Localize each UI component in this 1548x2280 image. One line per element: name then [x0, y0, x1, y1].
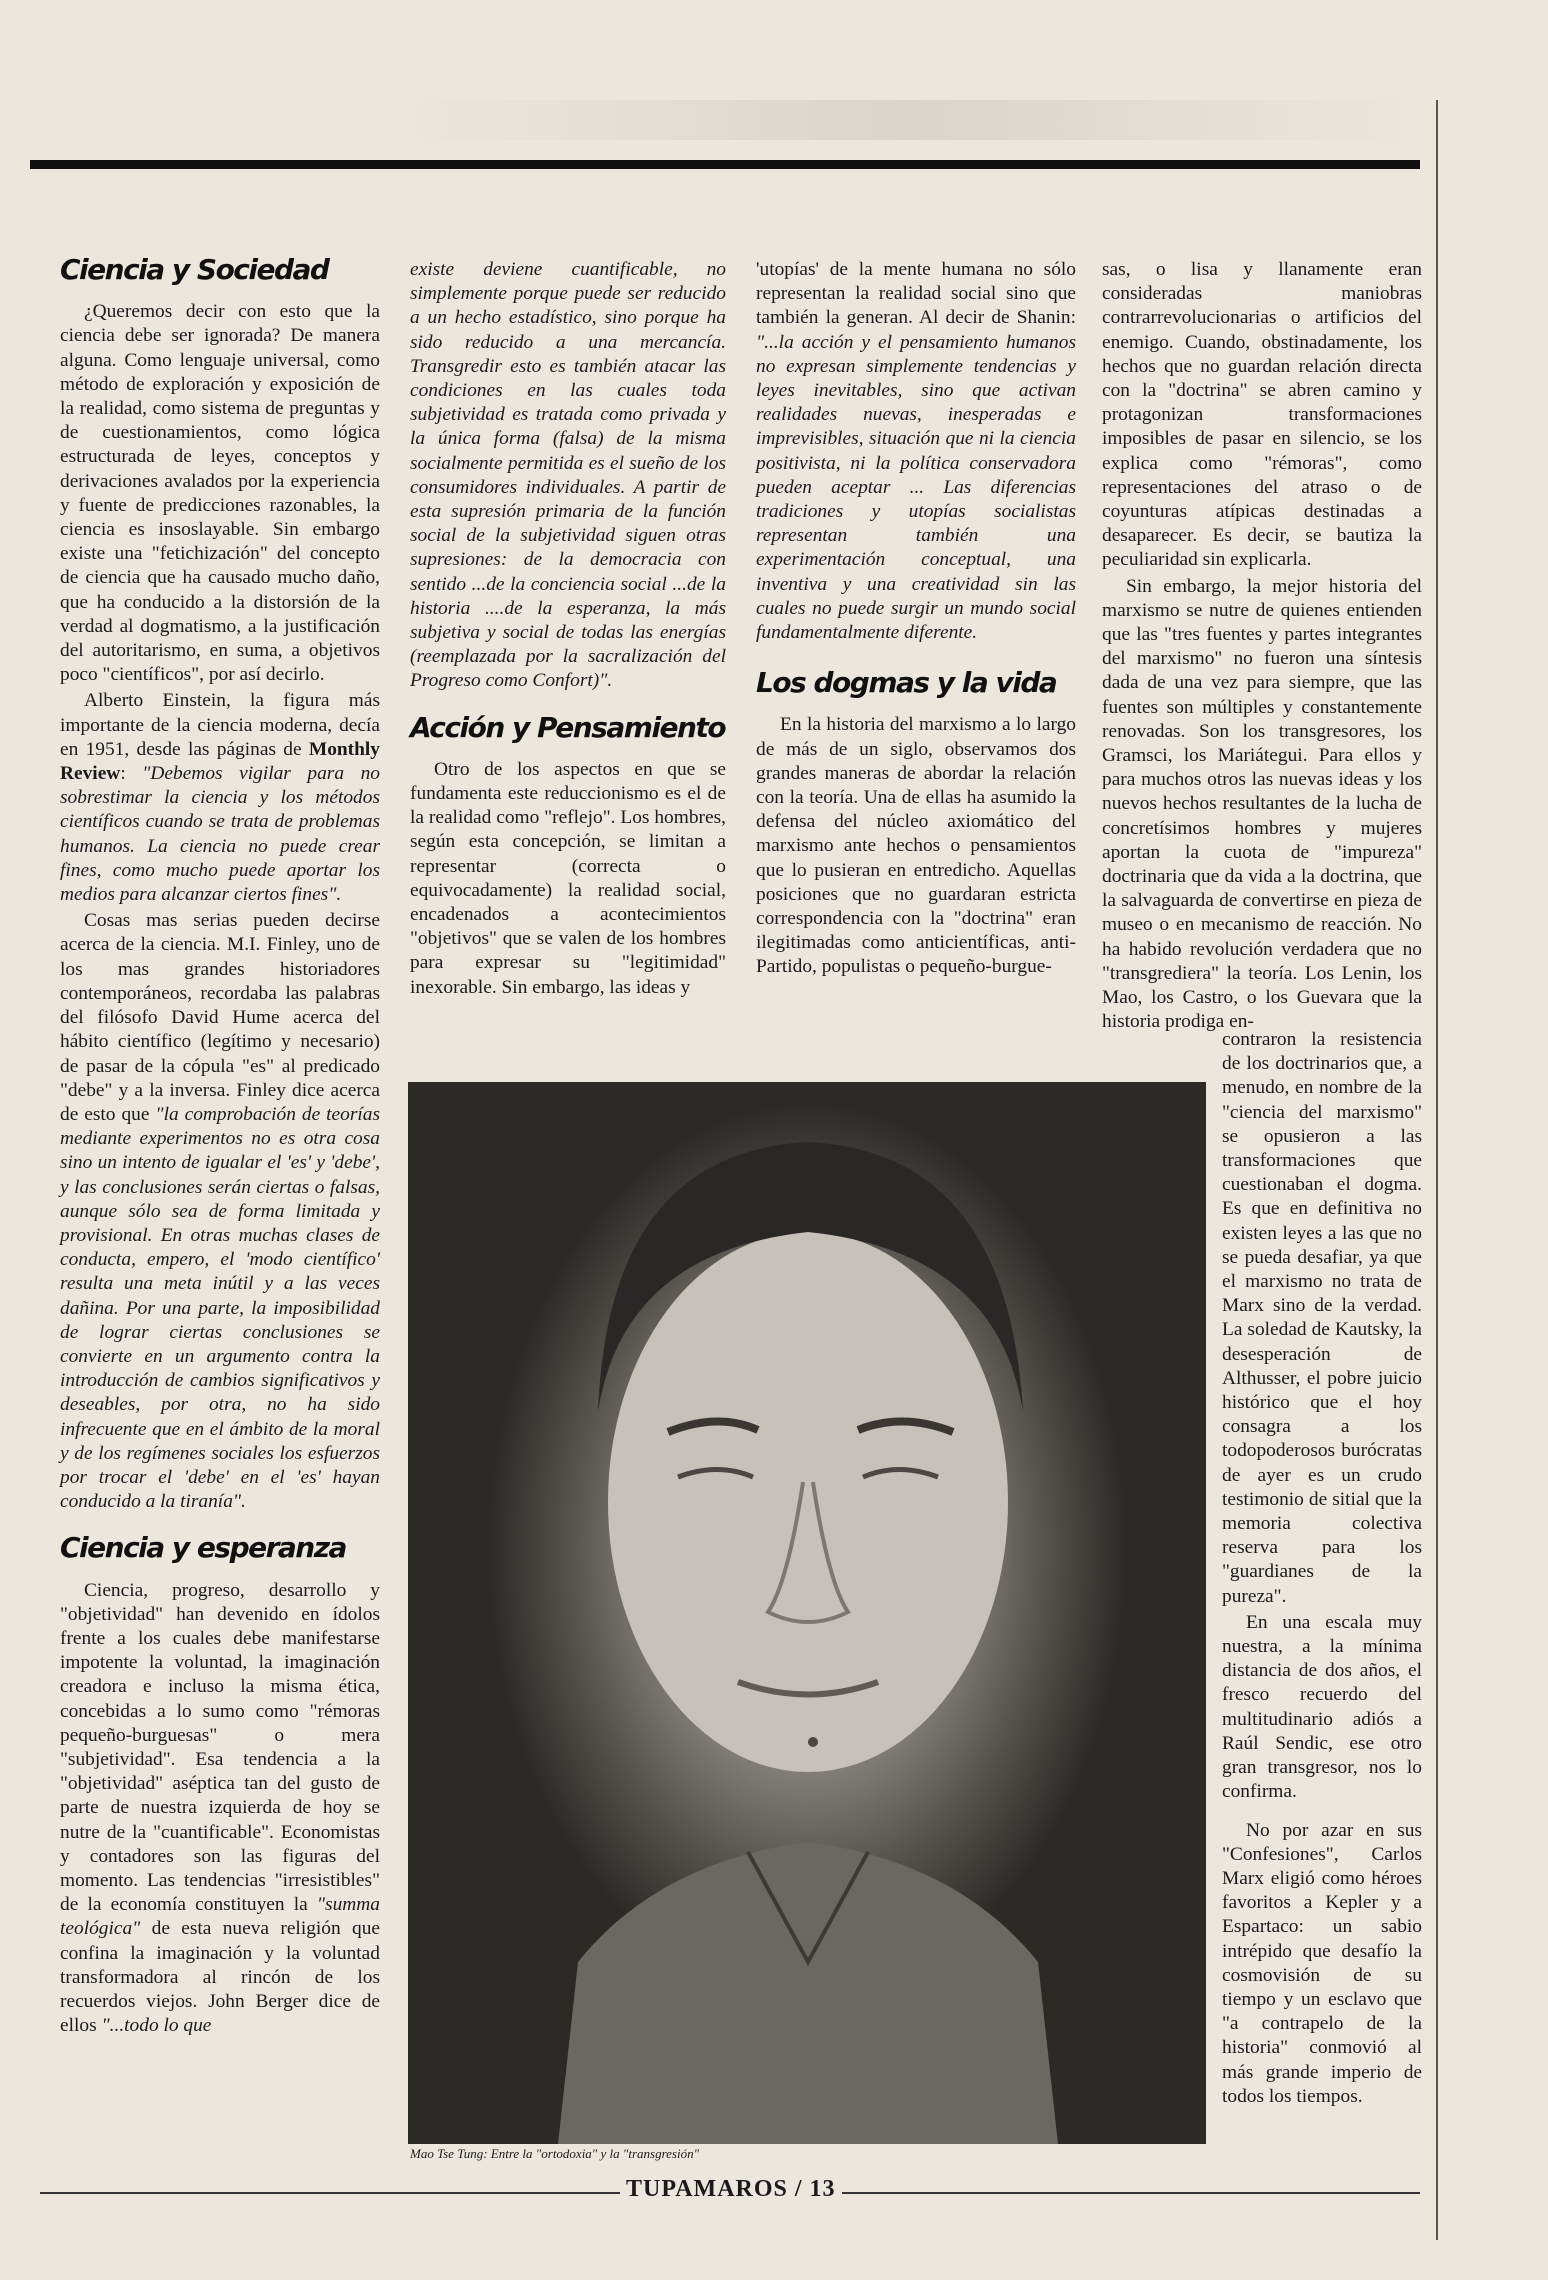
section-heading-ciencia-sociedad: Ciencia y Sociedad: [60, 253, 329, 286]
paragraph-shanin: 'utopías' de la mente humana no sólo representan la realidad social sino que también la generan. Al decir de Shanin: "...la acción y el pensamiento humanos no expresan simplemente tendencias y leyes inevitables, sino que activan realidades nuevas, inesperadas e imprevisibles, situación que ni la ciencia positivista, ni la política conservadora pueden aceptar ... Las diferencias tradiciones y utopías socialistas representan también una experimentación conceptual, una inventiva y una creatividad sin las cuales no puede surgir un mundo social fundamentalmente diferente.: [756, 259, 1076, 644]
portrait-illustration: [408, 1082, 1206, 2144]
column-2: [410, 258, 726, 1002]
paragraph: ¿Queremos decir con esto que la ciencia debe ser ignorada? De manera alguna. Como lenguaje universal, como método de exploración y exposición de la realidad, como sistema de preguntas y de cuestionamientos, como lógica estructurada de leyes, conceptos y derivaciones avalados por la experiencia y fuente de predicciones razonables, la ciencia es insoslayable. Sin embargo existe una "fetichización" del concepto de ciencia que ha causado mucho daño, que ha conducido a la distorsión de la verdad al dogmatismo, a la justificación del autoritarismo, en suma, a objetivos poco "científicos", por así decirlo.: [60, 301, 380, 686]
faded-header-band: [400, 100, 1420, 140]
paragraph-historia-marxismo: En la historia del marxismo a lo largo de más de un siglo, observamos dos grandes maneras de abordar la relación con la teoría. Una de ellas ha asumido la defensa del núcleo axiomático del marxismo ante hechos o pensamientos que lo pusieran en entredicho. Aquellas posiciones que no guardaran estricta correspondencia con la "doctrina" eran ilegitimadas como anticientíficas, anti-Partido, populistas o pequeño-burgue-: [756, 714, 1076, 978]
paragraph-confesiones: No por azar en sus "Confesiones", Carlos Marx eligió como héroes favoritos a Kepler y a Espartaco: un sabio intrépido que desafío la cosmovisión de su tiempo y un esclavo que "a contrapelo de la historia" conmovió al más grande imperio de todos los tiempos.: [1222, 1819, 1422, 2107]
paragraph-finley: Cosas mas serias pueden decirse acerca de la ciencia. M.I. Finley, uno de los mas grandes historiadores contemporáneos, recordaba las palabras del filósofo David Hume acerca del hábito científico (legítimo y necesario) de pasar de la cópula "es" al predicado "debe" y a la inversa. Finley dice acerca de esto que "la comprobación de teorías mediante experimentos no es otra cosa sino un intento de igualar el 'es' y 'debe', y las conclusiones serán ciertas o falsas, aunque sólo sea de forma limitada y provisional. En otras muchas clases de conducta, empero, el 'modo científico' resulta una meta inútil y a las veces dañina. Por una parte, la imposibilidad de lograr ciertas conclusiones se convierte en un argumento contra la introducción de cambios significativos y deseables, por otra, no ha sido infrecuente que en el ámbito de la moral y de los regímenes sociales los esfuerzos por trocar el 'debe' en el 'es' hayan conducido a la tiranía".: [60, 910, 380, 1513]
page-footer: TUPAMAROS / 13: [620, 2176, 842, 2203]
photo-caption: Mao Tse Tung: Entre la "ortodoxia" y la "transgresión": [410, 2146, 700, 2161]
column-3: [756, 258, 1076, 982]
paragraph-resistencia: contraron la resistencia de los doctrinarios que, a menudo, en nombre de la "ciencia del marxismo" se opusieron a las transformaciones que cuestionaban el dogma. Es que en definitiva no existen leyes a las que no se pueda desafiar, ya que el marxismo no trata de Marx sino de la verdad. La soledad de Kautsky, la desesperación de Althusser, el pobre juicio histórico que el hoy consagra a los todopoderosos burócratas de ayer es un crudo testimonio de sitial que la memoria colectiva reserva para los "guardianes de la pureza".: [1222, 1029, 1422, 1607]
paragraph-esperanza: Ciencia, progreso, desarrollo y "objetividad" han devenido en ídolos frente a los cuales debe manifestarse impotente la voluntad, la imaginación creadora e incluso la misma ética, concebidas a lo sumo como "rémoras pequeño-burguesas" o mera "subjetividad". Esa tendencia a la "objetividad" aséptica tan del gusto de parte de nuestra izquierda de hoy se nutre de la "cuantificable". Economistas y contadores son las figuras del momento. Las tendencias "irresistibles" de la economía constituyen la "summa teológica" de esta nueva religión que confina la imaginación y la voluntad transformadora al rincón de los recuerdos viejos. John Berger dice de ellos "...todo lo que: [60, 1579, 380, 2037]
section-heading-ciencia-esperanza: Ciencia y esperanza: [60, 1531, 346, 1565]
column-1: [60, 253, 380, 2040]
paragraph-transgresores: Sin embargo, la mejor historia del marxismo se nutre de quienes entienden que las "tres fuentes y partes integrantes del marxismo" no fueron una síntesis dada de una vez para siempre, que las fuentes son múltiples y constantemente renovadas. Son los transgresores, los Gramsci, los Mariátegui. Para ellos y para muchos otros las nuevas ideas y los nuevos hechos resultantes de la lucha de concretísimos hombres y mujeres aportan la cuota de "impureza" doctrinaria que da vida a la doctrina, que la salvaguarda de convertirse en pieza de museo o en mecanismo de reacción. No ha habido revolución verdadera que no "transgrediera" la teoría. Los Lenin, los Mao, los Castro, o los Guevara que la historia prodiga en-: [1102, 575, 1422, 1033]
column-4: [1102, 258, 1422, 1037]
paragraph-berger-quote: existe deviene cuantificable, no simplemente porque puede ser reducido a un hecho estadístico, sino porque ha sido reducido a una mercancía. Transgredir esto es también atacar las condiciones en las cuales toda subjetividad es tratada como privada y la única forma (falsa) de la misma socialmente permitida es el sueño de los consumidores individuales. A partir de esta supresión primaria de la función social de la subjetividad siguen otras supresiones: de la democracia con sentido ...de la conciencia social ...de la historia ....de la esperanza, la más subjetiva y social de todas las energías (reemplazada por la sacralización del Progreso como Confort)".: [410, 259, 726, 692]
column-4-narrow: [1222, 1028, 1422, 2111]
top-rule: [30, 160, 1420, 169]
paragraph-reflejo: Otro de los aspectos en que se fundamenta este reduccionismo es el de la realidad como "reflejo". Los hombres, según esta concepción, se limitan a representar (correcta o equivocadamente) la realidad social, encadenados a acontecimientos "objetivos" que se valen de los hombres para expresar su "legitimidad" inexorable. Sin embargo, las ideas y: [410, 758, 726, 998]
section-heading-dogmas-vida: Los dogmas y la vida: [756, 666, 1057, 700]
page-edge-line: [1436, 100, 1438, 2240]
portrait-photo: [408, 1082, 1206, 2144]
paragraph-remoras: sas, o lisa y llanamente eran consideradas maniobras contrarrevolucionarias o artificios del enemigo. Cuando, obstinadamente, los hechos que no guardan relación directa con la "doctrina" se abren camino y protagonizan transformaciones imposibles de pasar en silencio, se los explica como "rémoras", como representaciones del atraso o de coyunturas atípicas destinadas a desaparecer. Es decir, se bautiza la peculiaridad sin explicarla.: [1102, 259, 1422, 571]
section-heading-accion-pensamiento: Acción y Pensamiento: [410, 710, 726, 744]
paragraph-sendic: En una escala muy nuestra, a la mínima distancia de dos años, el fresco recuerdo del multitudinario adiós a Raúl Sendic, ese otro gran transgresor, nos lo confirma.: [1222, 1611, 1422, 1803]
paragraph-einstein: Alberto Einstein, la figura más importante de la ciencia moderna, decía en 1951, desde las páginas de Monthly Review: "Debemos vigilar para no sobrestimar la ciencia y los métodos científicos cuando se trata de problemas humanos. La ciencia no puede crear fines, como mucho puede aportar los medios para alcanzar ciertos fines".: [60, 690, 380, 906]
